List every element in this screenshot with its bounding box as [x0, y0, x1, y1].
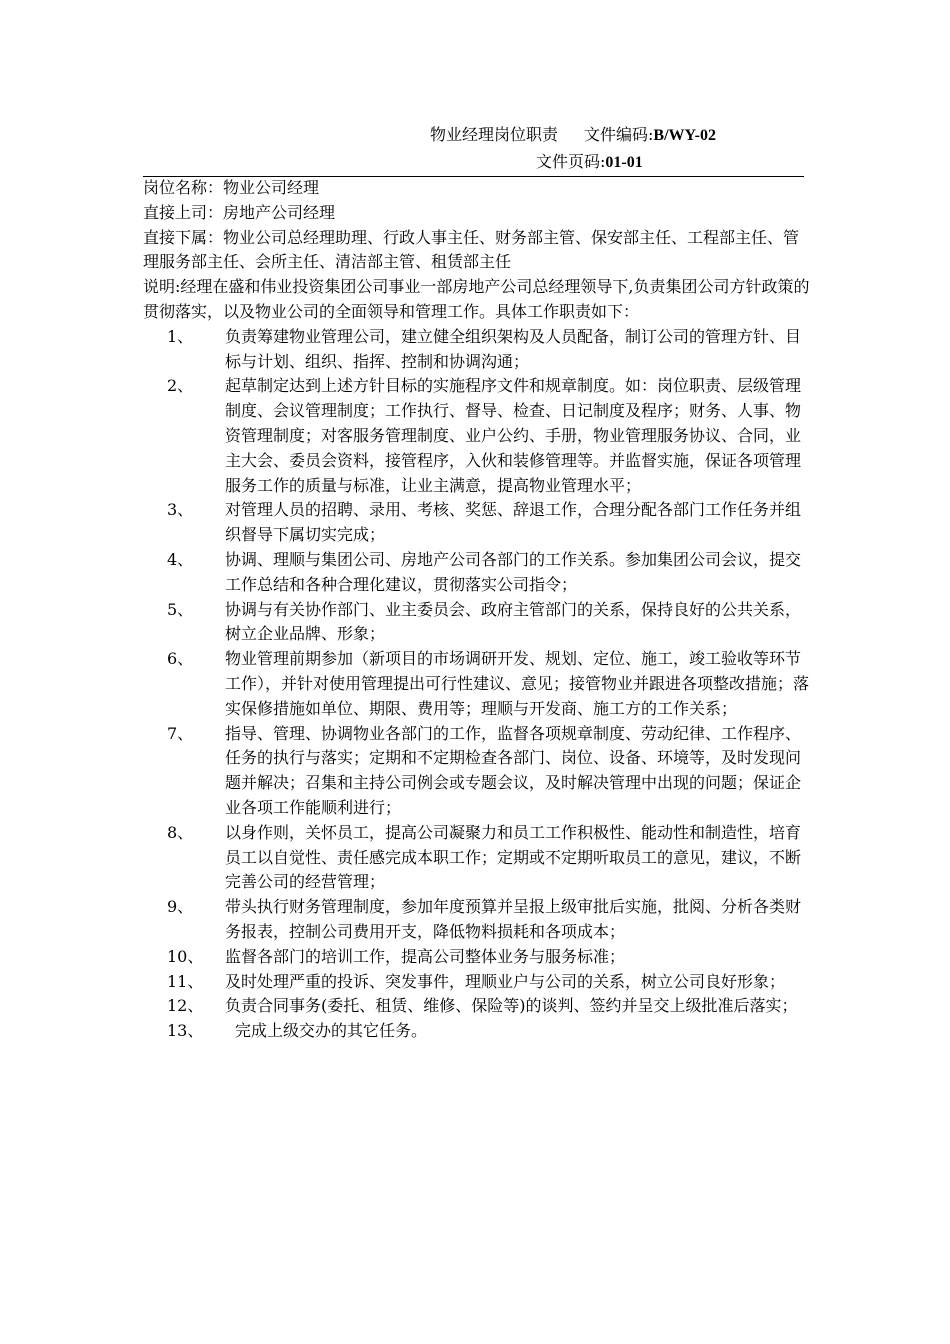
- duty-number: 4、: [167, 549, 194, 569]
- duty-number: 10、: [167, 946, 204, 966]
- duty-text: 监督各部门的培训工作，提高公司整体业务与服务标准；: [225, 946, 626, 966]
- duty-number: 1、: [167, 326, 194, 346]
- duty-number: 8、: [167, 822, 194, 842]
- page-code-value: 01-01: [605, 154, 643, 171]
- duty-text: 及时处理严重的投诉、突发事件，理顺业户与公司的关系，树立公司良好形象；: [225, 971, 786, 991]
- duty-text: 负责筹建物业管理公司，建立健全组织架构及人员配备，制订公司的管理方针、目标与计划、组织、指挥、控制和协调沟通；: [225, 326, 802, 371]
- duty-text: 负责合同事务(委托、租赁、维修、保险等)的谈判、签约并呈交上级批准后落实；: [225, 996, 798, 1016]
- page-code: [536, 151, 643, 174]
- duty-number: 5、: [167, 599, 194, 619]
- position-name: 岗位名称：物业公司经理: [143, 178, 320, 197]
- duty-text: 以身作则，关怀员工，提高公司凝聚力和员工工作积极性、能动性和制造性，培育员工以自觉性、责任感完成本职工作；定期或不定期听取员工的意见，建议，不断完善公司的经营管理；: [225, 822, 802, 892]
- duty-text: 协调、理顺与集团公司、房地产公司各部门的工作关系。参加集团公司会议，提交工作总结和各种合理化建议，贯彻落实公司指令；: [225, 549, 802, 594]
- duty-item: [143, 722, 813, 821]
- duty-item: [143, 1019, 813, 1044]
- duty-number: 12、: [167, 996, 204, 1016]
- duty-number: 13、: [167, 1021, 204, 1041]
- direct-subordinates: 直接下属：物业公司总经理助理、行政人事主任、财务部主管、保安部主任、工程部主任、管理服务部主任、会所主任、清洁部主管、租赁部主任: [143, 227, 800, 272]
- duty-text: 带头执行财务管理制度，参加年度预算并呈报上级审批后实施，批阅、分析各类财务报表，控制公司费用开支，降低物料损耗和各项成本；: [225, 897, 802, 941]
- page-code-label: 文件页码:: [536, 152, 606, 171]
- duty-text: 完成上级交办的其它任务。: [235, 1021, 428, 1041]
- duty-item: [143, 821, 813, 895]
- duty-text: 起草制定达到上述方针目标的实施程序文件和规章制度。如：岗位职责、层级管理制度、会议管理制度；工作执行、督导、检查、日记制度及程序；财务、人事、物资管理制度；对客服务管理制度、业户公约、手册，物业管理服务协议、合同，业主大会、委员会资料，接管程序，入伙和装修管理等。并监督实施，保证各项管理服务工作的质量与标准，让业主满意，提高物业管理水平；: [225, 376, 802, 495]
- duty-text: 协调与有关协作部门、业主委员会、政府主管部门的关系，保持良好的公共关系，树立企业品牌、形象；: [225, 599, 802, 644]
- duty-text: 物业管理前期参加（新项目的市场调研开发、规划、定位、施工，竣工验收等环节工作），并针对使用管理提出可行性建议、意见；接管物业并跟进各项整改措施；落实保修措施如单位、期限、费用等；理顺与开发商、施工方的工作关系；: [225, 649, 810, 718]
- duty-item: [143, 374, 813, 498]
- duty-text: 对管理人员的招聘、录用、考核、奖惩、辞退工作，合理分配各部门工作任务并组织督导下属切实完成；: [225, 500, 802, 545]
- direct-superior: 直接上司：房地产公司经理: [143, 202, 336, 222]
- duty-text: 指导、管理、协调物业各部门的工作，监督各项规章制度、劳动纪律、工作程序、任务的执行与落实；定期和不定期检查各部门、岗位、设备、环境等，及时发现问题并解决；召集和主持公司例会或专题会议，及时解决管理中出现的问题；保证企业各项工作能顺利进行；: [225, 723, 802, 817]
- duty-item: [143, 325, 813, 375]
- duty-number: 6、: [167, 649, 194, 669]
- doc-code-label: 文件编码:: [584, 125, 654, 144]
- duty-item: [143, 548, 813, 598]
- duty-number: 11、: [167, 971, 204, 991]
- duty-item: [143, 647, 813, 721]
- duty-number: 7、: [167, 723, 194, 743]
- duty-item: [143, 945, 813, 970]
- duty-item: [143, 895, 813, 945]
- duty-item: [143, 498, 813, 548]
- duty-item: [143, 970, 813, 995]
- duty-item: [143, 994, 813, 1019]
- duty-item: [143, 598, 813, 648]
- duty-number: 9、: [167, 897, 194, 917]
- duty-list: [143, 325, 813, 1044]
- description: 说明:经理在盛和伟业投资集团公司事业一部房地产公司总经理领导下,负责集团公司方针政策的贯彻落实，以及物业公司的全面领导和管理工作。具体工作职责如下：: [143, 277, 810, 321]
- document-header: [430, 124, 830, 147]
- doc-code-value: B/WY-02: [653, 127, 716, 144]
- duty-number: 2、: [167, 376, 194, 396]
- document-body: [143, 176, 813, 1044]
- duty-number: 3、: [167, 500, 194, 520]
- document-title: 物业经理岗位职责: [430, 125, 559, 144]
